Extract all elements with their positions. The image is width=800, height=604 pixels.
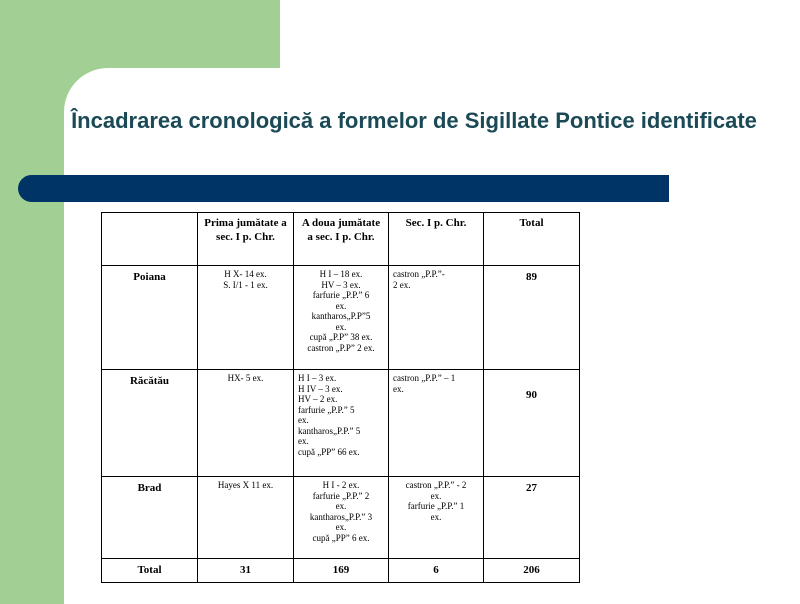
cell-second-half [294,477,389,559]
cell-line: kantharos„P.P”5 [311,311,371,321]
cell-line: kantharos„P.P.” 3 [309,511,373,522]
table-row [102,477,580,559]
header-cell [102,213,198,266]
row-name: Poiana [102,266,198,370]
title-underline-band [18,175,669,202]
table-row [102,266,580,370]
cell-line: H X- 14 ex. [224,269,267,279]
cell-line: castron „P.P.”- [393,269,445,279]
cell-line: ex. [335,300,347,311]
cell-line: H I - 2 ex. [322,480,360,490]
cell-line: castron „P.P.” – 1 [393,373,456,383]
total-second-half: 169 [294,559,389,583]
cell-line: ex. [298,436,309,446]
header-cell: A doua jumătate a sec. I p. Chr. [294,213,389,266]
cell-century [389,477,484,559]
cell-line: S. I/1 - 1 ex. [223,279,268,290]
table-header-row [102,213,580,266]
cell-line: HV – 3 ex. [321,279,361,290]
cell-line: 2 ex. [393,279,411,290]
total-first-half: 31 [198,559,294,583]
cell-line: farfurie „P.P.” 6 [312,290,370,300]
cell-line: H I – 18 ex. [319,269,363,279]
cell-line: cupă „PP” 66 ex. [298,446,360,457]
cell-line: H IV – 3 ex. [298,383,343,394]
header-cell: Total [484,213,580,266]
cell-line: Hayes X 11 ex. [217,480,274,490]
cell-century [389,370,484,477]
cell-line: ex. [430,490,442,501]
cell-line: farfurie „P.P.” 5 [298,404,355,415]
cell-second-half [294,266,389,370]
chronology-table [101,212,580,583]
table-row [102,370,580,477]
cell-line: ex. [393,383,404,394]
cell-line: kantharos„P.P.” 5 [298,425,361,436]
row-total: 27 [484,477,580,559]
cell-line: farfurie „P.P.” 1 [407,501,465,511]
slide-title: Încadrarea cronologică a formelor de Sigillate Pontice identificate [71,108,757,133]
cell-line: ex. [430,511,442,522]
table-total-row [102,559,580,583]
cell-line: castron „P.P.” - 2 [405,480,467,490]
total-century: 6 [389,559,484,583]
cell-line: ex. [335,501,347,511]
header-cell: Prima jumătate a sec. I p. Chr. [198,213,294,266]
row-name: Răcătău [102,370,198,477]
header-cell: Sec. I p. Chr. [389,213,484,266]
cell-first-half [198,477,294,559]
cell-line: ex. [335,522,347,532]
cell-line: ex. [298,415,309,425]
cell-line: HV – 2 ex. [298,394,338,404]
cell-line: H I – 3 ex. [298,373,337,383]
total-grand: 206 [484,559,580,583]
row-total: 90 [484,370,580,477]
cell-line: cupă „P.P” 38 ex. [309,332,373,342]
cell-first-half [198,266,294,370]
cell-line: farfurie „P.P.” 2 [312,490,370,501]
row-name: Brad [102,477,198,559]
cell-line: ex. [335,321,347,332]
cell-second-half [294,370,389,477]
row-total: 89 [484,266,580,370]
cell-line: cupă „PP” 6 ex. [312,532,370,543]
cell-line: HX- 5 ex. [227,373,264,383]
cell-first-half [198,370,294,477]
cell-line: castron „P.P” 2 ex. [307,342,375,353]
total-label: Total [102,559,198,583]
cell-century [389,266,484,370]
